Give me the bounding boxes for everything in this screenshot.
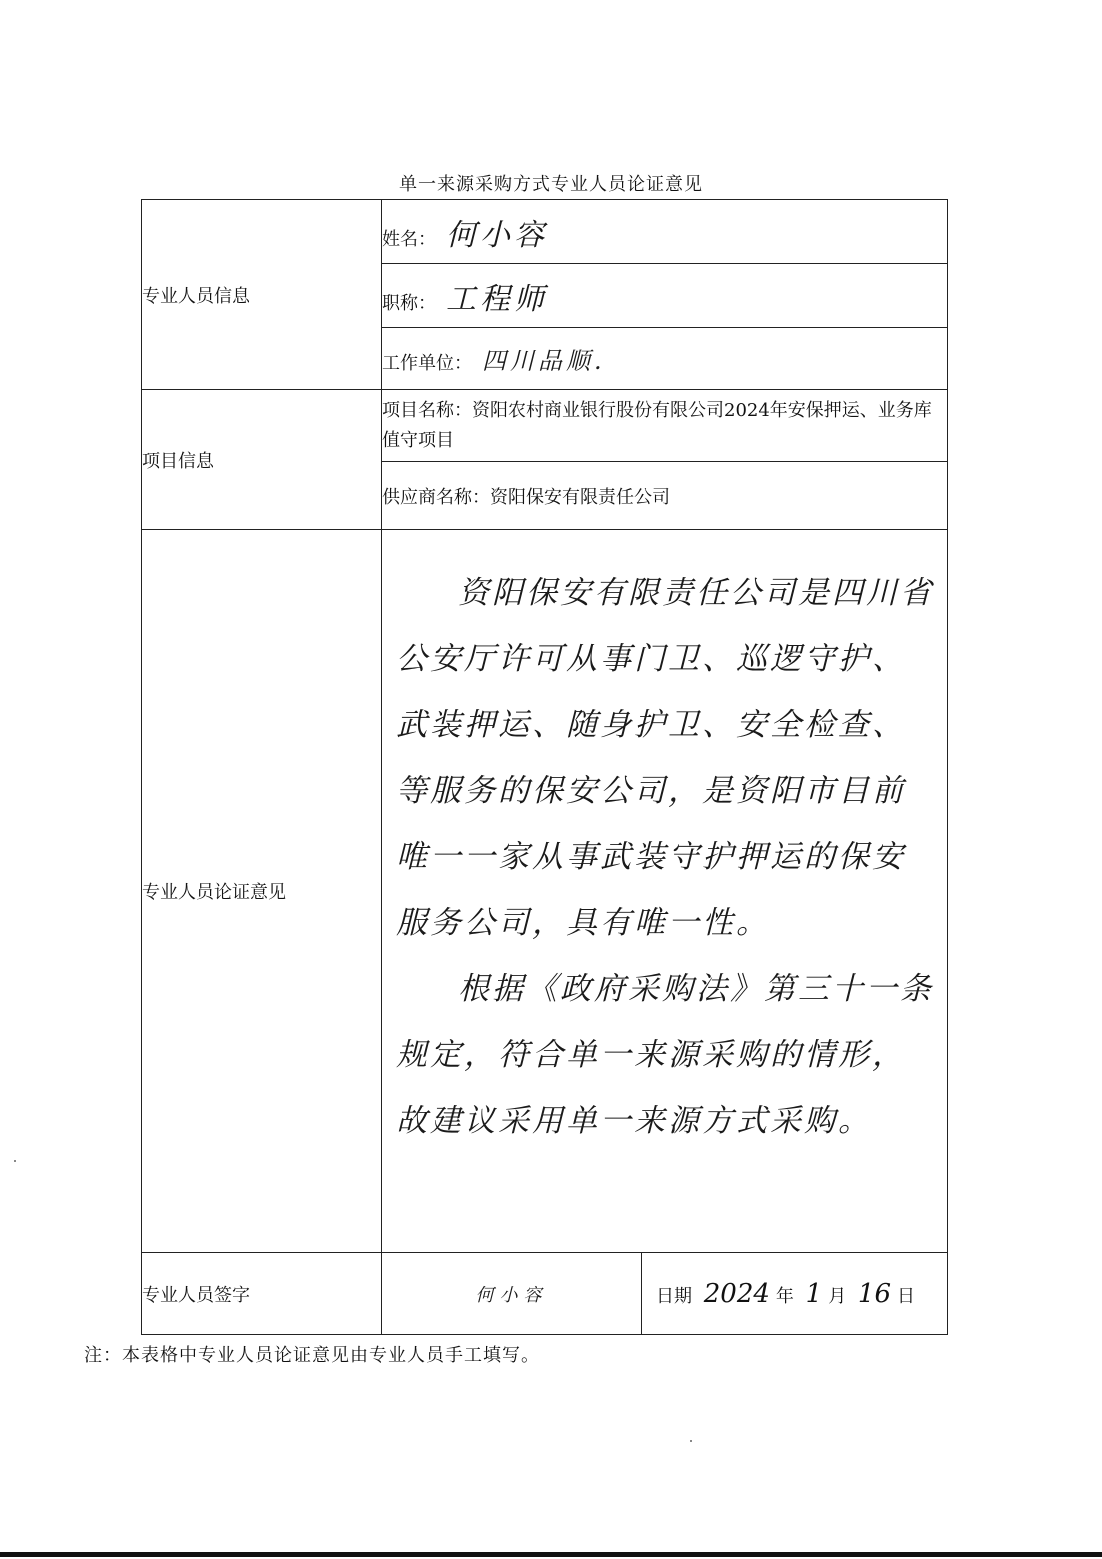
supplier-field: 供应商名称：资阳保安有限责任公司	[382, 462, 948, 530]
project-name-field: 项目名称：资阳农村商业银行股份有限公司2024年安保押运、业务库值守项目	[382, 390, 948, 462]
rank-field	[382, 264, 948, 328]
signature-handwritten: 何小容	[382, 1253, 642, 1335]
employer-handwritten: 四川品顺.	[482, 347, 606, 375]
date-year-unit: 年	[775, 1285, 794, 1307]
date-month-unit: 月	[828, 1285, 847, 1307]
rank-label: 职称：	[382, 292, 436, 314]
date-day-unit: 日	[897, 1285, 916, 1307]
name-handwritten: 何小容	[446, 217, 548, 253]
row-project-name	[142, 390, 948, 462]
project-info-label: 项目信息	[142, 390, 382, 530]
opinion-field	[382, 530, 948, 1253]
signature-label: 专业人员签字	[142, 1253, 382, 1335]
scan-bottom-edge	[0, 1552, 1102, 1557]
argumentation-form	[141, 199, 948, 1335]
employer-label: 工作单位：	[382, 353, 472, 374]
date-label: 日期	[656, 1285, 692, 1307]
date-field	[642, 1253, 948, 1335]
opinion-paragraph-1: 资阳保安有限责任公司是四川省公安厅许可从事门卫、巡逻守护、武装押运、随身护卫、安全检查、等服务的保安公司，是资阳市目前唯一一家从事武装守护押运的保安服务公司，具有唯一性。	[396, 575, 934, 941]
opinion-label: 专业人员论证意见	[142, 530, 382, 1253]
opinion-paragraph-2: 根据《政府采购法》第三十一条规定，符合单一来源采购的情形，故建议采用单一来源方式采购。	[396, 971, 934, 1139]
date-day: 16	[857, 1278, 892, 1309]
scan-speck	[14, 1160, 16, 1162]
expert-info-label: 专业人员信息	[142, 200, 382, 390]
rank-handwritten: 工程师	[446, 281, 548, 317]
name-label: 姓名：	[382, 228, 436, 250]
date-year: 2024	[703, 1278, 770, 1309]
footnote: 注：本表格中专业人员论证意见由专业人员手工填写。	[84, 1345, 540, 1366]
employer-field	[382, 328, 948, 390]
scan-speck	[690, 1440, 692, 1442]
row-name	[142, 200, 948, 264]
row-opinion	[142, 530, 948, 1253]
date-month: 1	[805, 1278, 823, 1309]
name-field	[382, 200, 948, 264]
page-title: 单一来源采购方式专业人员论证意见	[399, 174, 703, 195]
row-signature	[142, 1253, 948, 1335]
